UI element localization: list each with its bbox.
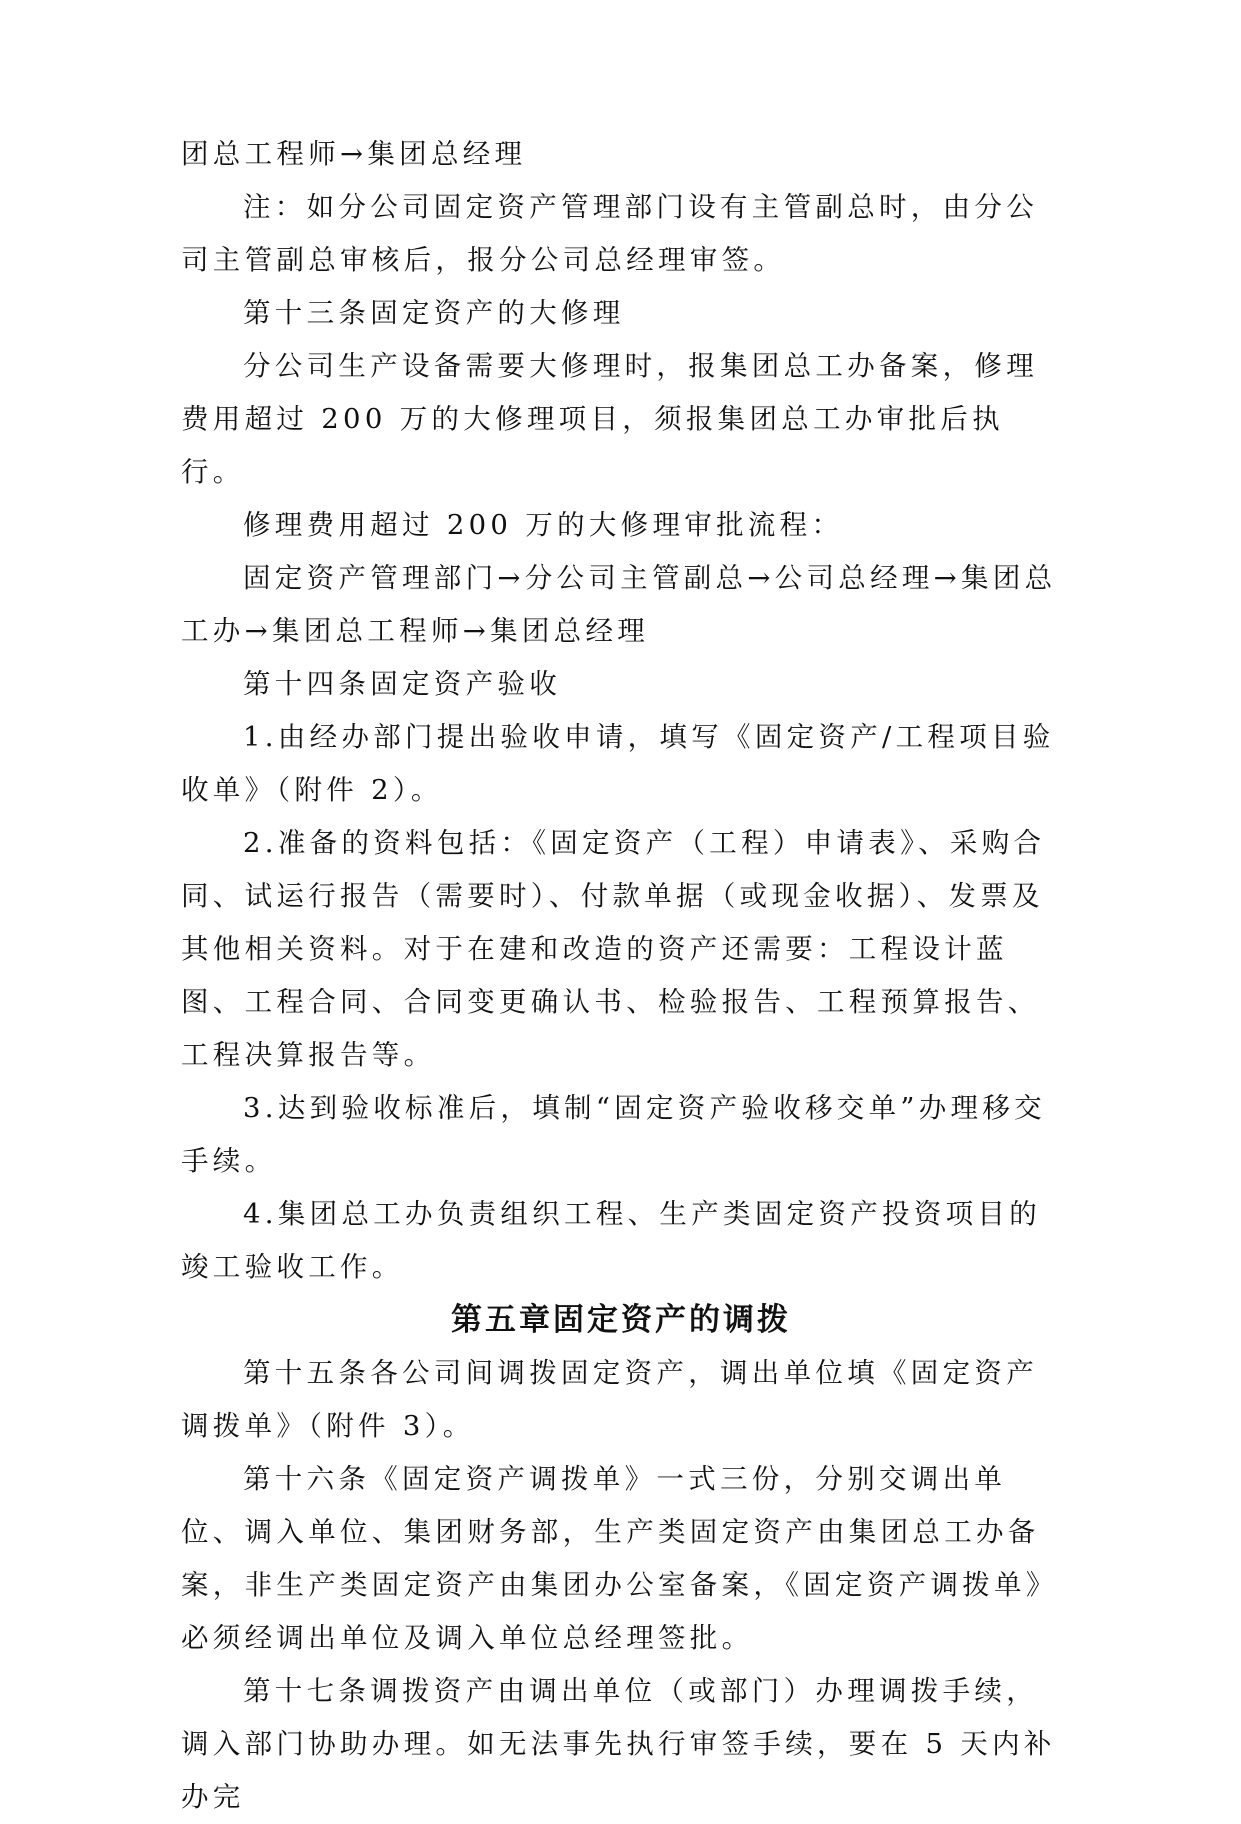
paragraph-acceptance-1: 1.由经办部门提出验收申请，填写《固定资产/工程项目验收单》（附件 2）。	[181, 721, 1055, 806]
paragraph-repair-flow: 固定资产管理部门→分公司主管副总→公司总经理→集团总工办→集团总工程师→集团总经理	[181, 562, 1057, 647]
paragraph-major-repair: 分公司生产设备需要大修理时，报集团总工办备案，修理费用超过 200 万的大修理项目，须报集团总工办审批后执行。	[181, 350, 1038, 488]
chapter-5-heading: 第五章固定资产的调拨	[451, 1302, 791, 1338]
article-16: 第十六条《固定资产调拨单》一式三份，分别交调出单位、调入单位、集团财务部，生产类固定资产由集团总工办备案，非生产类固定资产由集团办公室备案，《固定资产调拨单》必须经调出单位及调入单位总经理签批。	[181, 1463, 1058, 1654]
article-13-title: 第十三条固定资产的大修理	[243, 297, 625, 329]
paragraph-approval-tail: 团总工程师→集团总经理	[181, 138, 527, 170]
paragraph-acceptance-4: 4.集团总工办负责组织工程、生产类固定资产投资项目的竣工验收工作。	[181, 1198, 1042, 1283]
paragraph-repair-flow-title: 修理费用超过 200 万的大修理审批流程：	[243, 509, 844, 541]
article-15: 第十五条各公司间调拨固定资产，调出单位填《固定资产调拨单》（附件 3）。	[181, 1357, 1038, 1442]
article-17: 第十七条调拨资产由调出单位（或部门）办理调拨手续，调入部门协助办理。如无法事先执行审签手续，要在 5 天内补办完	[181, 1675, 1056, 1813]
paragraph-note: 注：如分公司固定资产管理部门设有主管副总时，由分公司主管副总审核后，报分公司总经理审签。	[181, 191, 1038, 276]
paragraph-acceptance-3: 3.达到验收标准后，填制“固定资产验收移交单”办理移交手续。	[181, 1092, 1046, 1177]
document-body	[181, 128, 1061, 1824]
paragraph-acceptance-2: 2.准备的资料包括：《固定资产（工程）申请表》、采购合同、试运行报告（需要时）、付款单据（或现金收据）、发票及其他相关资料。对于在建和改造的资产还需要：工程设计蓝图、工程合同、合同变更确认书、检验报告、工程预算报告、工程决算报告等。	[181, 827, 1046, 1071]
article-14-title: 第十四条固定资产验收	[243, 668, 561, 700]
